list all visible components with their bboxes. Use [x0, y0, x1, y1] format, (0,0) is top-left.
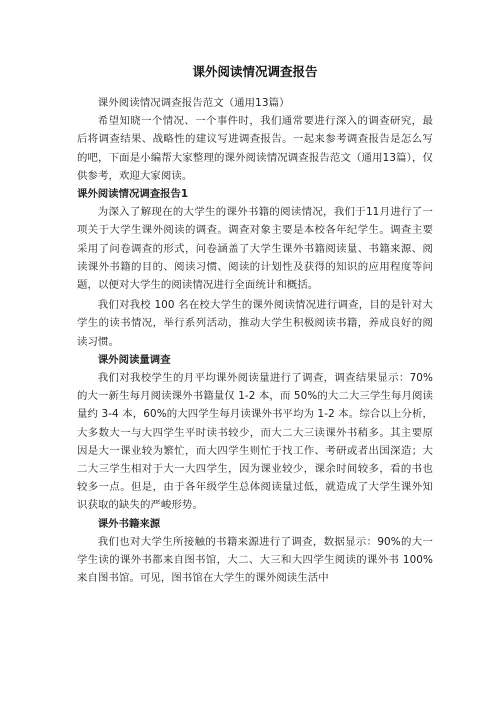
document-page [77, 62, 433, 587]
paragraph-survey-purpose: 我们对我校 100 名在校大学生的课外阅读情况进行调查，目的是针对大学生的读书情况，举行系列活动，推动大学生积极阅读书籍，养成良好的阅读习惯。 [77, 299, 433, 348]
document-title: 课外阅读情况调查报告 [192, 64, 318, 79]
document-subtitle: 课外阅读情况调查报告范文（通用13篇） [97, 97, 290, 109]
heading-book-source: 课外书籍来源 [97, 517, 161, 530]
paragraph-survey-method: 为深入了解现在的大学生的课外书籍的阅读情况，我们于11月进行了一项关于大学生课外阅读的调查。调查对象主要是本校各年纪学生。调查主要采用了问卷调查的形式，问卷涵盖了大学生课外书籍阅读量、书籍来源、阅读课外书籍的目的、阅读习惯、阅读的计划性及获得的知识的应用程度等问题，以便对大学生的阅读情况进行全面统计和概括。 [77, 206, 433, 292]
paragraph-reading-volume: 我们对我校学生的月平均课外阅读量进行了调查，调查结果显示：70%的大一新生每月阅读课外书籍量仅 1-2 本，而 50%的大二大三学生每月阅读量约 3-4 本，60%的大四学生每月读课外书平均为 1-2 本。综合以上分析，大多数大一与大四学生平时读书较少，而大二大三读课外书稍多。其主要原因是大一课业较为繁忙，而大四学生则忙于找工作、考研或者出国深造；大二大三学生相对于大一大四学生，因为课业较少，课余时间较多，看的书也较多一点。但是，由于各年级学生总体阅读量过低，就造成了大学生课外知识获取的缺失的严峻形势。 [77, 372, 433, 512]
paragraph-book-source: 我们也对大学生所接触的书籍来源进行了调查，数据显示：90%的大一学生读的课外书都来自图书馆，大二、大三和大四学生阅读的课外书 100%来自图书馆。可见，图书馆在大学生的课外阅读生活中 [77, 535, 433, 585]
intro-paragraph: 希望知晓一个情况、一个事件时，我们通常要进行深入的调查研究，最后将调查结果、战略性的建议写进调查报告。一起来参考调查报告是怎么写的吧，下面是小编帮大家整理的课外阅读情况调查报告范文（通用13篇），仅供参考，欢迎大家阅读。 [77, 115, 433, 182]
section-heading: 课外阅读情况调查报告1 [77, 188, 189, 201]
heading-reading-volume: 课外阅读量调查 [97, 353, 171, 366]
